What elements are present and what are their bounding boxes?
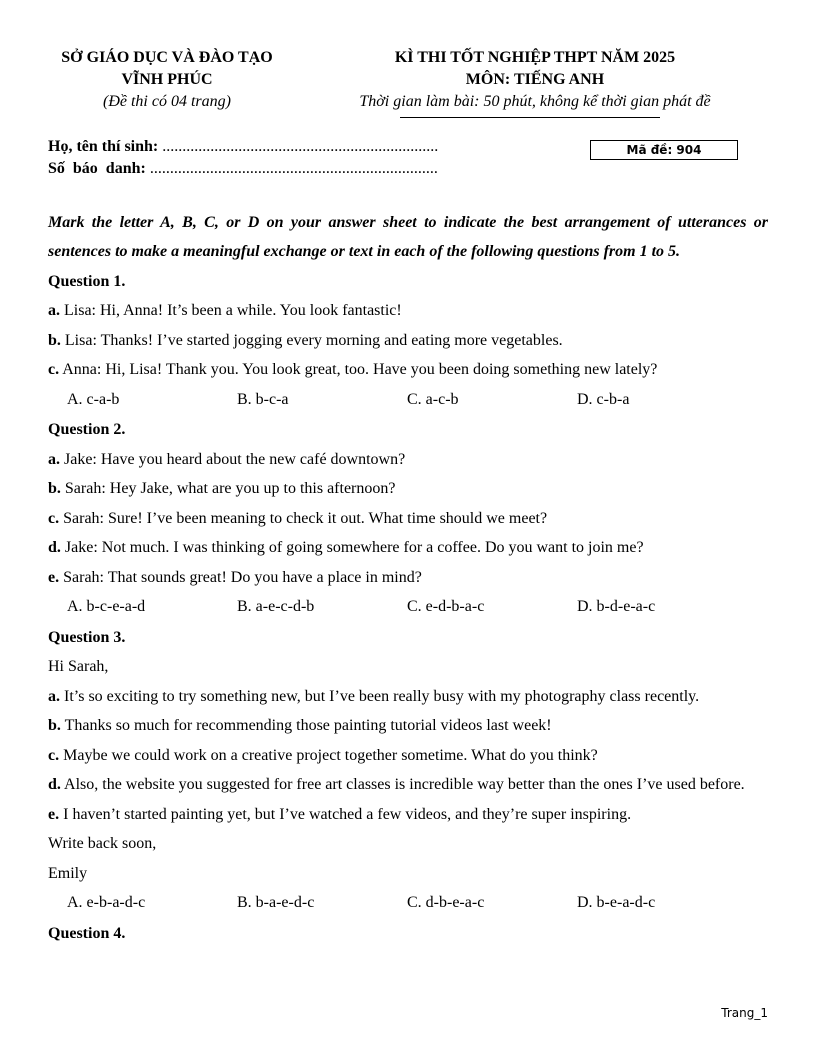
header-divider (400, 117, 660, 118)
option-c: C. e-d-b-a-c (407, 598, 485, 615)
item-letter: e. (48, 805, 60, 823)
item-letter: c. (48, 361, 60, 378)
item-text: Jake: Not much. I was thinking of going somewhere for a coffee. Do you want to join me? (60, 539, 644, 556)
candidate-name-label: Họ, tên thí sinh: (48, 138, 159, 155)
candidate-id-label: Số báo danh: (48, 160, 146, 177)
item-letter: c. (48, 746, 60, 764)
item-text: Maybe we could work on a creative project together sometime. What do you think? (59, 746, 598, 764)
item-text: Lisa: Thanks! I’ve started jogging every morning and eating more vegetables. (60, 331, 563, 349)
letter-closing: Write back soon, (48, 835, 157, 852)
option-c: C. a-c-b (407, 390, 459, 408)
question-1-item-c (48, 355, 768, 385)
exam-title: KÌ THI TỐT NGHIỆP THPT NĂM 2025 (394, 49, 676, 66)
candidate-id-dots: ........................................................................ (145, 160, 438, 177)
item-text: Lisa: Hi, Anna! It’s been a while. You look fantastic! (60, 302, 402, 319)
question-4-title: Question 4. (48, 924, 126, 942)
option-a: A. c-a-b (67, 390, 120, 408)
instruction: Mark the letter A, B, C, or D on your answer sheet to indicate the best arrangement of utterances or sentences to make a meaningful exchange or text in each of the following questions from 1 to 5. (48, 214, 768, 260)
option-b: B. b-c-a (237, 390, 289, 408)
header-right (335, 47, 735, 113)
item-letter: a. (48, 450, 60, 468)
item-text: Thanks so much for recommending those painting tutorial videos last week! (60, 717, 552, 734)
question-2-item-d (48, 533, 768, 563)
question-3-options (48, 888, 768, 919)
item-letter: e. (48, 568, 60, 586)
item-text: Jake: Have you heard about the new café downtown? (60, 450, 406, 468)
option-a: A. e-b-a-d-c (67, 894, 146, 911)
question-3-title: Question 3. (48, 628, 126, 646)
item-text: Also, the website you suggested for free art classes is incredible way better than the ones I’ve used before. (60, 776, 745, 793)
item-letter: a. (48, 302, 60, 319)
question-3-item-a (48, 682, 768, 712)
header-left (40, 47, 294, 113)
option-d: D. b-d-e-a-c (577, 598, 656, 615)
item-text: Sarah: Hey Jake, what are you up to this afternoon? (60, 480, 396, 497)
question-3-item-c (48, 741, 768, 771)
department-name: SỞ GIÁO DỤC VÀ ĐÀO TẠO (61, 49, 273, 66)
item-text: Sarah: Sure! I’ve been meaning to check it out. What time should we meet? (59, 509, 548, 527)
exam-code-box: Mã đề: 904 (590, 140, 738, 160)
page-count-note: (Đề thi có 04 trang) (103, 93, 231, 110)
item-letter: b. (48, 717, 61, 734)
question-2-item-a (48, 445, 768, 475)
question-3-item-b (48, 711, 768, 741)
question-1-item-a (48, 296, 768, 326)
question-1-item-b (48, 326, 768, 356)
option-d: D. c-b-a (577, 390, 630, 408)
province-name: VĨNH PHÚC (121, 71, 213, 88)
page-number: Trang_1 (721, 1006, 768, 1020)
item-text: It’s so exciting to try something new, but I’ve been really busy with my photography class recently. (60, 687, 700, 705)
candidate-name-line (48, 137, 438, 157)
question-2-options (48, 592, 768, 623)
option-a: A. b-c-e-a-d (67, 598, 146, 615)
question-2-item-e (48, 563, 768, 593)
item-letter: b. (48, 331, 61, 349)
item-letter: b. (48, 480, 61, 497)
letter-greeting: Hi Sarah, (48, 658, 109, 675)
subject-title: MÔN: TIẾNG ANH (465, 71, 605, 88)
item-text: I haven’t started painting yet, but I’ve watched a few videos, and they’re super inspiring. (59, 805, 632, 823)
option-b: B. b-a-e-d-c (237, 894, 315, 911)
option-c: C. d-b-e-a-c (407, 894, 485, 911)
letter-signature: Emily (48, 864, 88, 882)
option-b: B. a-e-c-d-b (237, 598, 315, 615)
question-2-item-c (48, 504, 768, 534)
candidate-id-line (48, 159, 438, 179)
question-3-item-d (48, 770, 768, 800)
time-note: Thời gian làm bài: 50 phút, không kể thời gian phát đề (359, 93, 711, 110)
item-text: Anna: Hi, Lisa! Thank you. You look great, too. Have you been doing something new lately? (59, 361, 658, 378)
questions-section (48, 209, 768, 948)
question-2-title: Question 2. (48, 421, 126, 438)
item-text: Sarah: That sounds great! Do you have a place in mind? (59, 568, 422, 586)
question-1-title: Question 1. (48, 272, 126, 290)
item-letter: d. (48, 776, 61, 793)
question-3-item-e (48, 800, 768, 830)
item-letter: d. (48, 539, 61, 556)
option-d: D. b-e-a-d-c (577, 894, 656, 911)
item-letter: c. (48, 509, 60, 527)
candidate-name-dots: ..................................................................... (158, 138, 439, 155)
question-2-item-b (48, 474, 768, 504)
question-1-options (48, 385, 768, 416)
item-letter: a. (48, 687, 60, 705)
